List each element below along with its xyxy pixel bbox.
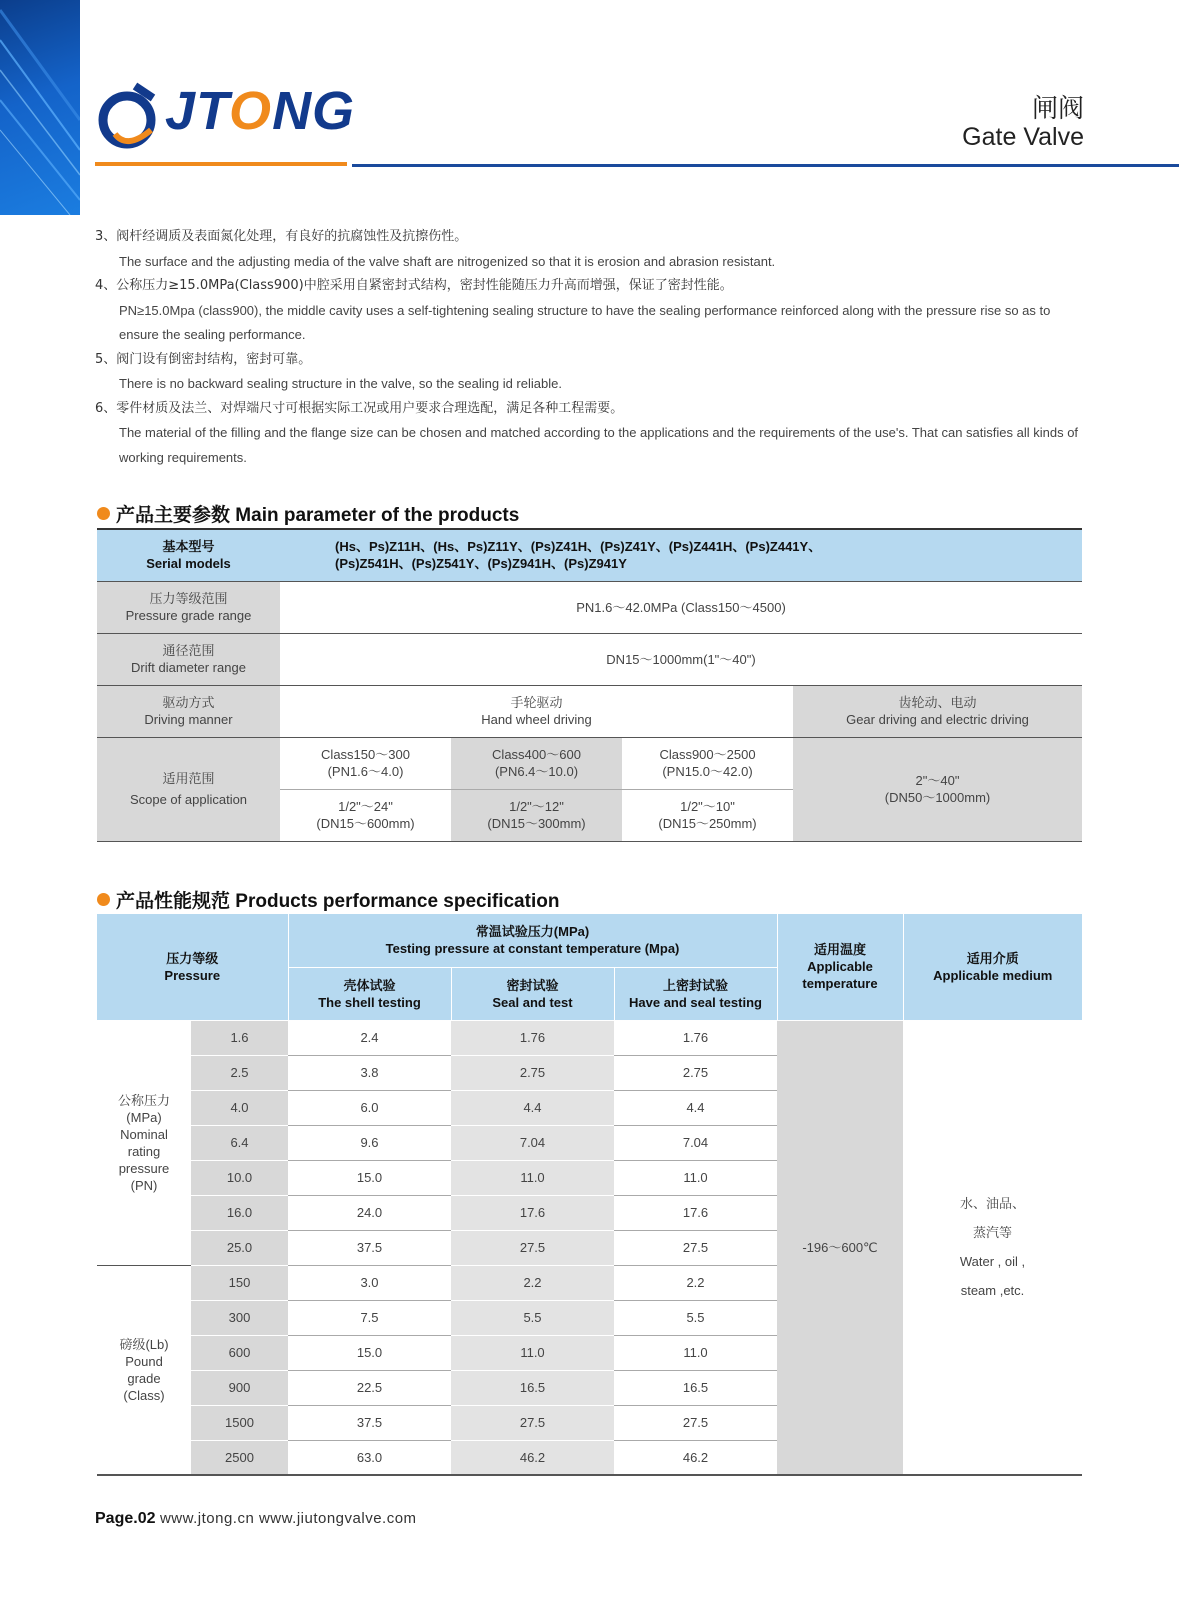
scope-label: 适用范围 Scope of application [97, 737, 280, 841]
pressure-level-cell: 300 [191, 1300, 288, 1335]
serial-label: 基本型号 Serial models [97, 529, 280, 581]
pound-grade-label-line: (Class) [123, 1387, 165, 1403]
seal-test-cell: 1.76 [451, 1020, 614, 1055]
nominal-pressure-label-line: 公称压力 [117, 1092, 170, 1108]
shell-test-cell: 22.5 [288, 1370, 451, 1405]
seal-test-cell: 4.4 [451, 1090, 614, 1125]
seal-test-cell: 7.04 [451, 1125, 614, 1160]
feature-6-cn: 6、零件材质及法兰、对焊端尺寸可根据实际工况或用户要求合理选配，满足各种工程需要。 [95, 400, 624, 416]
pressure-level-cell: 6.4 [191, 1125, 288, 1160]
shell-test-cell: 37.5 [288, 1230, 451, 1265]
seal-test-cell: 17.6 [451, 1195, 614, 1230]
header-rule-orange [95, 162, 347, 166]
nominal-pressure-label-line: Nominal [120, 1126, 168, 1142]
header-rule-blue [352, 164, 1179, 167]
scope-class-1: Class150～300 (PN1.6～4.0) [280, 737, 451, 789]
serial-models: (Hs、Ps)Z11H、(Hs、Ps)Z11Y、(Ps)Z41H、(Ps)Z41Y、(Ps)Z441H、(Ps)Z441Y、 (Ps)Z541H、(Ps)Z541Y、(Ps)Z941H、(Ps)Z941Y [280, 529, 1082, 581]
drift-diameter-label: 通径范围 Drift diameter range [97, 633, 280, 685]
logo-wordmark: JTONG [165, 81, 356, 141]
nominal-pressure-label-line: (PN) [130, 1177, 158, 1193]
upper-seal-test-cell: 2.75 [614, 1055, 777, 1090]
upper-seal-test-cell: 11.0 [614, 1335, 777, 1370]
feature-5-cn: 5、阀门设有倒密封结构，密封可靠。 [95, 351, 312, 367]
feature-4-cn: 4、公称压力≥15.0MPa(Class900)中腔采用自紧密封式结构，密封性能随压力升高而增强，保证了密封性能。 [95, 278, 733, 293]
bullet-dot-icon [97, 893, 110, 906]
shell-test-cell: 15.0 [288, 1335, 451, 1370]
seal-test-cell: 2.2 [451, 1265, 614, 1300]
hand-wheel-driving: 手轮驱动 Hand wheel driving [280, 685, 793, 737]
pressure-level-cell: 16.0 [191, 1195, 288, 1230]
shell-test-cell: 7.5 [288, 1300, 451, 1335]
pressure-range-label: 压力等级范围 Pressure grade range [97, 581, 280, 633]
bullet-dot-icon [97, 507, 110, 520]
nominal-pressure-label-line: rating [127, 1143, 161, 1159]
page-title-en: Gate Valve [962, 123, 1084, 151]
upper-seal-test-cell: 2.2 [614, 1265, 777, 1300]
shell-test-cell: 9.6 [288, 1125, 451, 1160]
temperature-cell: -196～600℃ [777, 1020, 903, 1475]
upper-seal-test-cell: 11.0 [614, 1160, 777, 1195]
scope-gear: 2"～40" (DN50～1000mm) [793, 737, 1082, 841]
upper-seal-test-cell: 16.5 [614, 1370, 777, 1405]
pound-grade-label-line: grade [127, 1370, 161, 1386]
temperature-header: 适用温度 Applicable temperature [777, 914, 903, 1020]
seal-test-cell: 46.2 [451, 1440, 614, 1475]
pound-grade-label-line: Pound [125, 1353, 163, 1369]
gear-electric-driving: 齿轮动、电动 Gear driving and electric driving [793, 685, 1082, 737]
shell-test-cell: 24.0 [288, 1195, 451, 1230]
nominal-pressure-label [97, 1020, 191, 1265]
feature-4-en: PN≥15.0Mpa (class900), the middle cavity uses a self-tightening sealing structure to have the sealing performance reinforced along with the pressure rise so as to ensure the sealing performance. [119, 302, 1051, 342]
scope-class-2: Class400～600 (PN6.4～10.0) [451, 737, 622, 789]
seal-test-cell: 27.5 [451, 1230, 614, 1265]
pressure-level-cell: 150 [191, 1265, 288, 1300]
medium-line: 水、油品、 [959, 1196, 1025, 1212]
seal-test-cell: 11.0 [451, 1335, 614, 1370]
corner-stripes-icon [0, 0, 80, 215]
pound-grade-label [97, 1265, 191, 1475]
shell-test-cell: 15.0 [288, 1160, 451, 1195]
pressure-level-cell: 1.6 [191, 1020, 288, 1055]
upper-seal-test-cell: 5.5 [614, 1300, 777, 1335]
nominal-pressure-label-line: (MPa) [126, 1109, 162, 1125]
driving-manner-label: 驱动方式 Driving manner [97, 685, 280, 737]
nominal-pressure-label-line: pressure [118, 1160, 170, 1176]
drift-diameter-value: DN15～1000mm(1"～40") [280, 633, 1082, 685]
medium-header: 适用介质 Applicable medium [903, 914, 1082, 1020]
seal-test-cell: 11.0 [451, 1160, 614, 1195]
seal-test-cell: 2.75 [451, 1055, 614, 1090]
section-main-parameters: 产品主要参数 Main parameter of the products [97, 500, 519, 527]
pressure-level-cell: 2.5 [191, 1055, 288, 1090]
feature-list [95, 225, 1085, 470]
seal-test-cell: 27.5 [451, 1405, 614, 1440]
main-parameter-table [97, 528, 1082, 842]
shell-test-header: 壳体试验 The shell testing [288, 967, 451, 1020]
medium-cell [903, 1020, 1082, 1475]
upper-seal-test-cell: 27.5 [614, 1405, 777, 1440]
feature-5-en: There is no backward sealing structure in the valve, so the sealing id reliable. [119, 376, 562, 391]
pressure-level-cell: 2500 [191, 1440, 288, 1475]
seal-test-header: 密封试验 Seal and test [451, 967, 614, 1020]
footer-links: www.jtong.cn www.jiutongvalve.com [159, 1510, 417, 1527]
scope-size-1: 1/2"～24" (DN15～600mm) [280, 789, 451, 841]
pressure-level-cell: 4.0 [191, 1090, 288, 1125]
shell-test-cell: 3.8 [288, 1055, 451, 1090]
upper-seal-test-cell: 1.76 [614, 1020, 777, 1055]
jtong-logo [95, 76, 355, 166]
page-number: Page.02 [95, 1510, 156, 1527]
shell-test-cell: 3.0 [288, 1265, 451, 1300]
upper-seal-test-cell: 17.6 [614, 1195, 777, 1230]
seal-test-cell: 5.5 [451, 1300, 614, 1335]
performance-table [97, 914, 1082, 1476]
upper-seal-test-cell: 7.04 [614, 1125, 777, 1160]
logo-swirl-icon [95, 80, 165, 160]
section-performance: 产品性能规范 Products performance specification [97, 886, 559, 913]
pressure-level-cell: 1500 [191, 1405, 288, 1440]
shell-test-cell: 6.0 [288, 1090, 451, 1125]
pressure-level-cell: 25.0 [191, 1230, 288, 1265]
corner-decoration [0, 0, 80, 215]
medium-line: Water , oil , [959, 1254, 1026, 1270]
scope-class-3: Class900～2500 (PN15.0～42.0) [622, 737, 793, 789]
feature-3-cn: 3、阀杆经调质及表面氮化处理，有良好的抗腐蚀性及抗擦伤性。 [95, 229, 468, 244]
page-title-cn: 闸阀 [1031, 94, 1084, 124]
pound-grade-label-line: 磅级(Lb) [119, 1336, 169, 1352]
pressure-level-cell: 10.0 [191, 1160, 288, 1195]
scope-size-2: 1/2"～12" (DN15～300mm) [451, 789, 622, 841]
upper-seal-test-cell: 4.4 [614, 1090, 777, 1125]
pressure-range-value: PN1.6～42.0MPa (Class150～4500) [280, 581, 1082, 633]
pressure-level-cell: 600 [191, 1335, 288, 1370]
feature-6-en: The material of the filling and the flange size can be chosen and matched according to the applications and the requirements of the use's. That can satisfies all kinds of working requirements. [119, 425, 1079, 465]
feature-3-en: The surface and the adjusting media of the valve shaft are nitrogenized so that it is erosion and abrasion resistant. [119, 253, 776, 269]
upper-seal-test-cell: 27.5 [614, 1230, 777, 1265]
upper-seal-test-header: 上密封试验 Have and seal testing [614, 967, 777, 1020]
testing-pressure-header: 常温试验压力(MPa) Testing pressure at constant temperature (Mpa) [288, 914, 777, 967]
pressure-header: 压力等级 Pressure [97, 914, 288, 1020]
shell-test-cell: 63.0 [288, 1440, 451, 1475]
page-footer [95, 1510, 417, 1528]
medium-line: steam ,etc. [960, 1283, 1025, 1299]
shell-test-cell: 37.5 [288, 1405, 451, 1440]
seal-test-cell: 16.5 [451, 1370, 614, 1405]
medium-line: 蒸汽等 [972, 1225, 1012, 1241]
table-row [97, 1020, 1082, 1055]
upper-seal-test-cell: 46.2 [614, 1440, 777, 1475]
scope-size-3: 1/2"～10" (DN15～250mm) [622, 789, 793, 841]
pressure-level-cell: 900 [191, 1370, 288, 1405]
shell-test-cell: 2.4 [288, 1020, 451, 1055]
